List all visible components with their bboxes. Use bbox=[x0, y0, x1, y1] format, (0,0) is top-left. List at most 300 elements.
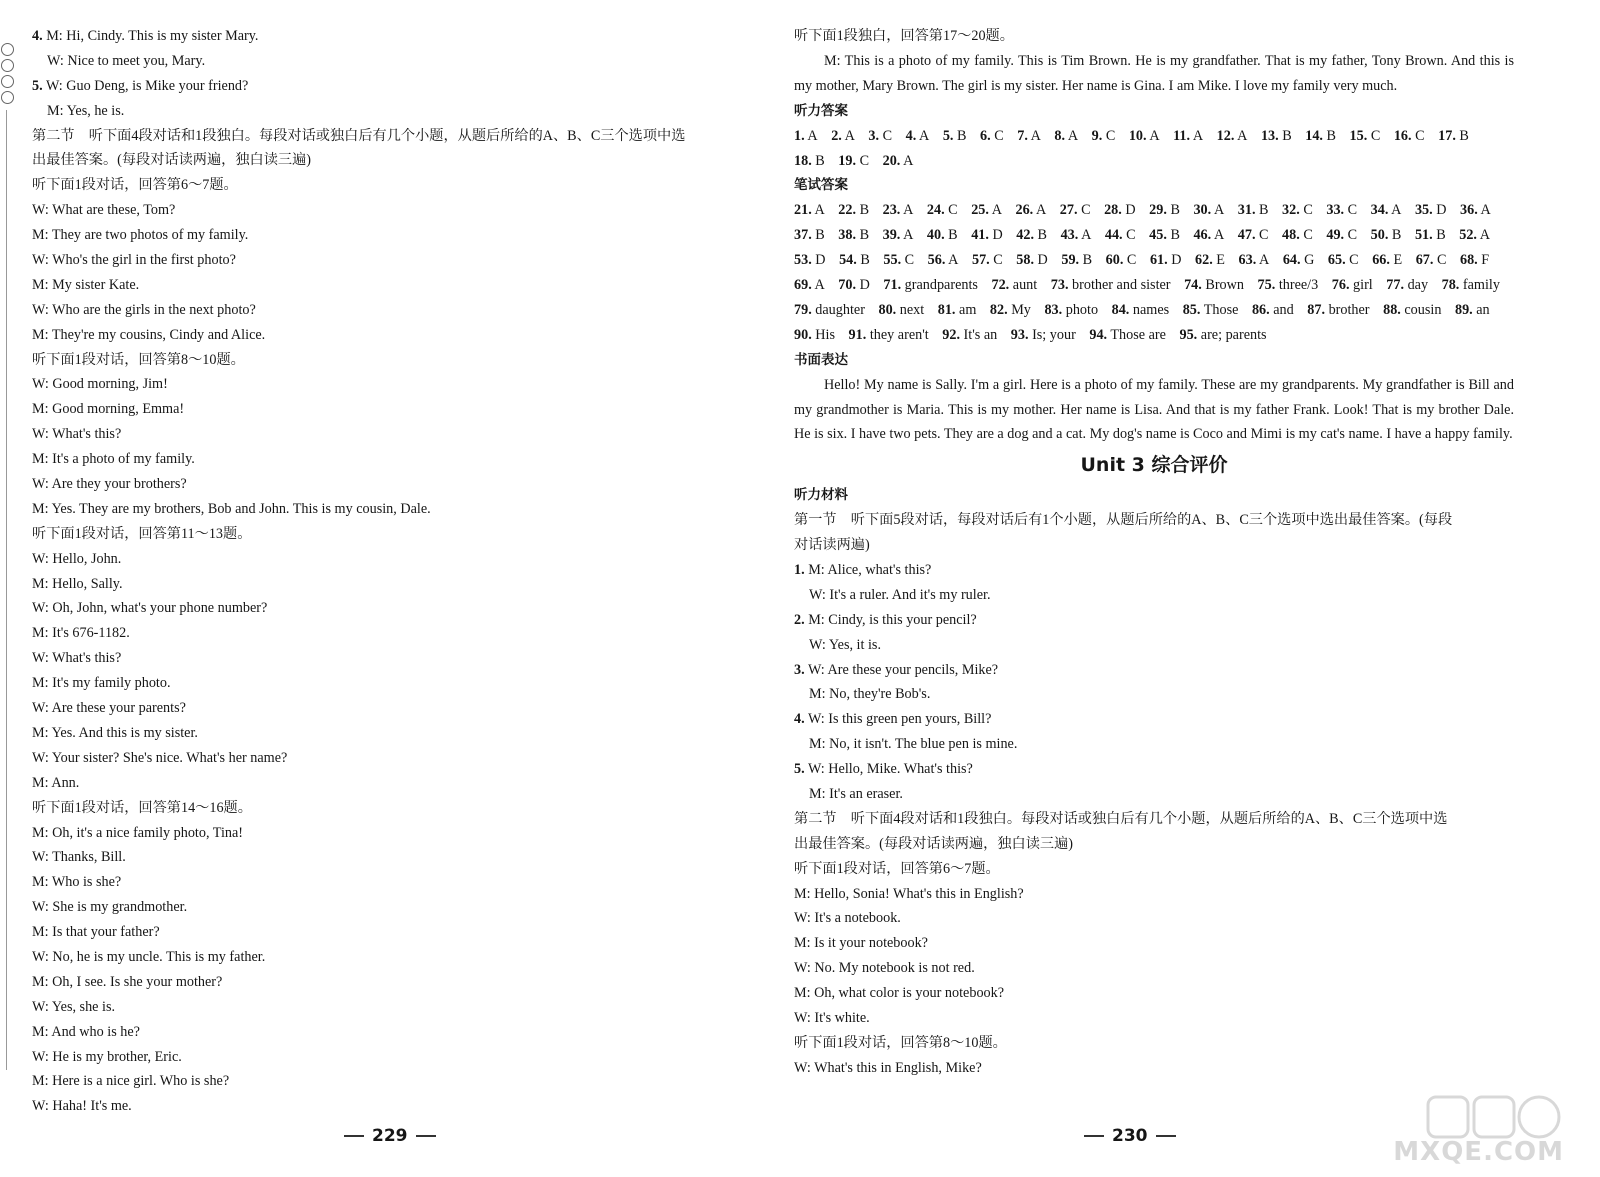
listening-answers-heading: 听力答案 bbox=[794, 102, 848, 119]
answer-number: 46. bbox=[1193, 227, 1212, 244]
written-answers bbox=[794, 198, 1514, 347]
answer-value: F bbox=[1481, 252, 1490, 269]
text-line bbox=[794, 707, 1514, 732]
answer-item bbox=[883, 248, 914, 273]
answer-number: 27. bbox=[1059, 202, 1078, 219]
answer-item bbox=[1371, 223, 1402, 248]
answer-number: 39. bbox=[882, 227, 901, 244]
text-line bbox=[32, 920, 760, 945]
answer-number: 22. bbox=[838, 202, 857, 219]
answer-value: B bbox=[948, 227, 958, 244]
answer-item bbox=[1460, 198, 1491, 223]
answer-number: 86. bbox=[1251, 301, 1270, 318]
answer-value: Those are bbox=[1110, 326, 1166, 343]
text-line bbox=[794, 608, 1514, 633]
line-text: 出最佳答案。(每段对话读两遍，独白读三遍) bbox=[794, 835, 1074, 852]
answer-item bbox=[883, 198, 914, 223]
answer-item bbox=[1332, 273, 1373, 298]
text-line bbox=[32, 173, 760, 198]
answer-value: E bbox=[1393, 252, 1403, 269]
line-text: M: Hello, Sally. bbox=[32, 575, 123, 592]
answer-value: A bbox=[1149, 127, 1160, 144]
line-text: W: Nice to meet you, Mary. bbox=[47, 52, 206, 69]
line-text: 第二节 听下面4段对话和1段独白。每段对话或独白后有几个小题，从题后所给的A、B、C三个选项中选 bbox=[32, 127, 686, 144]
section1-instructions: 第一节 听下面5段对话，每段对话后有1个小题，从题后所给的A、B、C三个选项中选出最佳答案。(每段 bbox=[794, 512, 1453, 529]
answer-item bbox=[971, 223, 1003, 248]
answer-value: C bbox=[904, 252, 915, 269]
text-line bbox=[794, 956, 1514, 981]
text-line bbox=[32, 646, 760, 671]
answer-value: B bbox=[1170, 227, 1180, 244]
answer-value: three/3 bbox=[1278, 277, 1319, 294]
answer-value: they aren't bbox=[869, 326, 929, 343]
text-line bbox=[794, 832, 1514, 857]
line-text: M: No, it isn't. The blue pen is mine. bbox=[809, 736, 1018, 753]
answer-number: 10. bbox=[1128, 127, 1147, 144]
answer-value: A bbox=[814, 202, 825, 219]
text-line bbox=[794, 633, 1514, 658]
answer-item bbox=[831, 124, 855, 149]
answer-item bbox=[1459, 223, 1490, 248]
answer-item bbox=[1258, 273, 1319, 298]
text-line bbox=[32, 796, 760, 821]
answer-value: C bbox=[1436, 252, 1447, 269]
answer-item bbox=[883, 149, 914, 174]
page-number-left: 229 bbox=[336, 1126, 444, 1146]
text-line bbox=[32, 49, 760, 74]
answer-value: girl bbox=[1353, 277, 1373, 294]
answer-number: 35. bbox=[1414, 202, 1433, 219]
answer-number: 63. bbox=[1238, 252, 1257, 269]
answer-item bbox=[878, 298, 924, 323]
answer-item bbox=[943, 124, 967, 149]
answer-value: daughter bbox=[815, 301, 865, 318]
answer-number: 73. bbox=[1050, 277, 1069, 294]
question-number: 1. bbox=[794, 562, 805, 579]
text-line bbox=[32, 124, 760, 149]
line-text: 听下面1段对话，回答第8～10题。 bbox=[32, 351, 245, 368]
answer-item bbox=[849, 323, 929, 348]
text-line bbox=[794, 882, 1514, 907]
answer-value: am bbox=[959, 301, 977, 318]
answer-item bbox=[1416, 248, 1447, 273]
line-text: M: Yes. And this is my sister. bbox=[32, 724, 198, 741]
answer-number: 80. bbox=[878, 301, 897, 318]
answer-number: 64. bbox=[1282, 252, 1301, 269]
answer-item bbox=[868, 124, 892, 149]
binding-ring-icon bbox=[1, 75, 14, 88]
answer-number: 71. bbox=[883, 277, 902, 294]
answer-number: 68. bbox=[1459, 252, 1478, 269]
answer-item bbox=[1054, 124, 1078, 149]
text-line bbox=[32, 945, 760, 970]
answer-number: 59. bbox=[1061, 252, 1080, 269]
question-number: 5. bbox=[32, 77, 43, 94]
line-text: W: Who are the girls in the next photo? bbox=[32, 301, 256, 318]
left-page bbox=[32, 24, 760, 1119]
answer-item bbox=[1017, 124, 1041, 149]
answer-number: 61. bbox=[1149, 252, 1168, 269]
answer-number: 37. bbox=[794, 227, 812, 244]
line-text: M: Oh, I see. Is she your mother? bbox=[32, 973, 223, 990]
answer-number: 1. bbox=[794, 127, 805, 144]
answer-number: 58. bbox=[1016, 252, 1034, 269]
answer-number: 23. bbox=[882, 202, 901, 219]
answer-item bbox=[883, 223, 914, 248]
text-line bbox=[32, 671, 760, 696]
answer-number: 15. bbox=[1349, 127, 1368, 144]
text-line bbox=[32, 721, 760, 746]
answer-value: C bbox=[1415, 127, 1425, 144]
text-line bbox=[32, 24, 760, 49]
answer-item bbox=[1239, 248, 1270, 273]
answer-item bbox=[980, 124, 1004, 149]
text-line bbox=[32, 1069, 760, 1094]
answer-number: 24. bbox=[926, 202, 945, 219]
text-line bbox=[794, 1006, 1514, 1031]
answer-item bbox=[1104, 198, 1136, 223]
answer-item bbox=[1061, 248, 1092, 273]
text-line bbox=[794, 857, 1514, 882]
answer-number: 89. bbox=[1454, 301, 1473, 318]
text-line bbox=[32, 198, 760, 223]
line-text: W: Are these your pencils, Mike? bbox=[807, 661, 999, 678]
line-text: W: Good morning, Jim! bbox=[32, 376, 168, 393]
question-number: 3. bbox=[794, 661, 805, 678]
line-text: M: It's a photo of my family. bbox=[32, 451, 195, 468]
answer-value: A bbox=[1259, 252, 1270, 269]
answer-item bbox=[1051, 273, 1171, 298]
answer-number: 20. bbox=[882, 152, 901, 169]
section1-instructions-cont: 对话读两遍) bbox=[794, 537, 870, 554]
answer-number: 69. bbox=[794, 277, 812, 294]
answer-value: B bbox=[1326, 127, 1336, 144]
answer-number: 54. bbox=[839, 252, 857, 269]
answer-value: C bbox=[1303, 202, 1313, 219]
writing-heading: 书面表达 bbox=[794, 351, 848, 368]
answer-number: 91. bbox=[848, 326, 867, 343]
text-line bbox=[32, 596, 760, 621]
answer-item bbox=[1261, 124, 1292, 149]
line-text: 听下面1段对话，回答第8～10题。 bbox=[794, 1034, 1007, 1051]
answer-item bbox=[1044, 298, 1098, 323]
answer-number: 32. bbox=[1282, 202, 1300, 219]
answer-number: 4. bbox=[905, 127, 917, 144]
answer-number: 13. bbox=[1260, 127, 1279, 144]
line-text: W: It's white. bbox=[794, 1010, 870, 1027]
answer-number: 34. bbox=[1370, 202, 1389, 219]
text-line bbox=[32, 422, 760, 447]
answer-item bbox=[1016, 248, 1048, 273]
line-text: W: What's this? bbox=[32, 426, 122, 443]
text-line bbox=[32, 99, 760, 124]
answer-item bbox=[1438, 124, 1469, 149]
answer-item bbox=[1326, 223, 1357, 248]
answer-item bbox=[1238, 223, 1269, 248]
text-line bbox=[32, 870, 760, 895]
text-line bbox=[794, 732, 1514, 757]
answer-number: 11. bbox=[1173, 127, 1191, 144]
answer-value: It's an bbox=[963, 326, 998, 343]
answer-value: B bbox=[1259, 202, 1269, 219]
answer-value: A bbox=[1213, 202, 1225, 219]
text-line bbox=[32, 970, 760, 995]
line-text: M: Hello, Sonia! What's this in English? bbox=[794, 885, 1024, 902]
answer-number: 33. bbox=[1326, 202, 1345, 219]
answer-value: D bbox=[992, 227, 1003, 244]
listening-answers bbox=[794, 124, 1514, 174]
answer-value: C bbox=[1126, 252, 1137, 269]
answer-item bbox=[972, 248, 1003, 273]
text-line bbox=[32, 273, 760, 298]
answer-item bbox=[928, 248, 959, 273]
answer-item bbox=[1150, 248, 1182, 273]
line-text: W: Guo Deng, is Mike your friend? bbox=[45, 77, 249, 94]
answer-value: D bbox=[1171, 252, 1182, 269]
answer-item bbox=[1105, 223, 1136, 248]
answer-number: 85. bbox=[1182, 301, 1201, 318]
answer-value: Is; your bbox=[1032, 326, 1076, 343]
line-text: W: Who's the girl in the first photo? bbox=[32, 252, 236, 269]
answer-value: grandparents bbox=[904, 277, 978, 294]
line-text: M: Is it your notebook? bbox=[794, 935, 928, 952]
answer-value: A bbox=[1237, 127, 1248, 144]
section-intro: 听下面1段独白，回答第17～20题。 bbox=[794, 28, 1014, 44]
answer-number: 51. bbox=[1414, 227, 1433, 244]
text-line bbox=[794, 682, 1514, 707]
answer-value: C bbox=[1347, 227, 1358, 244]
answer-item bbox=[839, 248, 870, 273]
answer-item bbox=[1015, 198, 1046, 223]
answer-value: C bbox=[1259, 227, 1269, 244]
binding-ring-icon bbox=[1, 43, 14, 56]
answer-item bbox=[1092, 124, 1116, 149]
answer-number: 38. bbox=[838, 227, 857, 244]
text-line bbox=[794, 981, 1514, 1006]
line-text: M: My sister Kate. bbox=[32, 276, 140, 293]
answer-value: Brown bbox=[1205, 277, 1244, 294]
answer-number: 60. bbox=[1105, 252, 1124, 269]
text-line bbox=[794, 658, 1514, 683]
answer-value: are; parents bbox=[1200, 326, 1267, 343]
answer-item bbox=[942, 323, 997, 348]
answer-value: B bbox=[815, 152, 825, 169]
text-line bbox=[794, 1031, 1514, 1056]
line-text: M: Hi, Cindy. This is my sister Mary. bbox=[46, 28, 259, 44]
answer-item bbox=[1305, 124, 1336, 149]
answer-item bbox=[1112, 298, 1170, 323]
answer-item bbox=[1350, 124, 1381, 149]
answer-item bbox=[1252, 298, 1294, 323]
answer-item bbox=[1149, 198, 1180, 223]
text-line bbox=[32, 348, 760, 373]
unit-title: Unit 3 综合评价 bbox=[1080, 454, 1228, 477]
line-text: M: Ann. bbox=[32, 774, 80, 791]
answer-item bbox=[1179, 323, 1266, 348]
answer-number: 5. bbox=[942, 127, 954, 144]
answer-item bbox=[1371, 198, 1402, 223]
answer-number: 36. bbox=[1460, 202, 1478, 219]
answer-item bbox=[938, 298, 977, 323]
answer-number: 66. bbox=[1372, 252, 1390, 269]
answer-item bbox=[971, 198, 1002, 223]
answer-item bbox=[1283, 248, 1315, 273]
answer-value: My bbox=[1011, 301, 1031, 318]
answer-number: 77. bbox=[1386, 277, 1405, 294]
answer-value: A bbox=[844, 127, 855, 144]
text-line bbox=[794, 558, 1514, 583]
answer-number: 18. bbox=[794, 152, 812, 169]
answer-item bbox=[927, 198, 958, 223]
text-line bbox=[794, 807, 1514, 832]
answer-value: B bbox=[1037, 227, 1048, 244]
answer-item bbox=[794, 223, 825, 248]
answer-value: A bbox=[814, 277, 825, 294]
answer-item bbox=[838, 223, 869, 248]
line-text: M: Good morning, Emma! bbox=[32, 401, 185, 418]
answer-number: 78. bbox=[1441, 277, 1460, 294]
text-line bbox=[794, 931, 1514, 956]
answer-value: B bbox=[1082, 252, 1093, 269]
line-text: M: Who is she? bbox=[32, 874, 122, 891]
answer-value: names bbox=[1132, 301, 1170, 318]
answer-number: 83. bbox=[1044, 301, 1063, 318]
text-line bbox=[32, 397, 760, 422]
answer-number: 72. bbox=[991, 277, 1010, 294]
answer-item bbox=[1173, 124, 1203, 149]
answer-item bbox=[794, 323, 835, 348]
question-number: 2. bbox=[794, 611, 805, 628]
answer-number: 43. bbox=[1060, 227, 1079, 244]
answer-value: D bbox=[1125, 202, 1136, 219]
answer-value: A bbox=[1067, 127, 1079, 144]
answer-item bbox=[1282, 198, 1313, 223]
line-text: M: It's my family photo. bbox=[32, 675, 171, 692]
answer-number: 3. bbox=[868, 127, 880, 144]
line-text: W: Yes, she is. bbox=[32, 998, 116, 1015]
question-number: 4. bbox=[794, 711, 805, 728]
line-text: M: They're my cousins, Cindy and Alice. bbox=[32, 326, 266, 343]
right-page bbox=[794, 24, 1514, 1081]
line-text: M: Yes. They are my brothers, Bob and John. This is my cousin, Dale. bbox=[32, 500, 431, 517]
line-text: 听下面1段对话，回答第6～7题。 bbox=[794, 860, 1000, 877]
answer-number: 67. bbox=[1415, 252, 1434, 269]
line-text: M: Here is a nice girl. Who is she? bbox=[32, 1073, 230, 1090]
answer-number: 82. bbox=[989, 301, 1008, 318]
line-text: W: Is this green pen yours, Bill? bbox=[807, 711, 992, 728]
line-text: M: Cindy, is this your pencil? bbox=[808, 611, 977, 628]
line-text: M: They are two photos of my family. bbox=[32, 227, 249, 244]
written-answers-heading: 笔试答案 bbox=[794, 177, 848, 194]
answer-item bbox=[1193, 223, 1224, 248]
answer-value: A bbox=[1030, 127, 1041, 144]
answer-value: C bbox=[1349, 252, 1359, 269]
answer-item bbox=[838, 273, 870, 298]
answer-item bbox=[1016, 223, 1047, 248]
answer-item bbox=[1089, 323, 1166, 348]
answer-value: C bbox=[1105, 127, 1116, 144]
text-line bbox=[32, 522, 760, 547]
answer-item bbox=[1129, 124, 1160, 149]
answer-value: A bbox=[903, 202, 914, 219]
answer-value: G bbox=[1304, 252, 1315, 269]
text-line bbox=[32, 1094, 760, 1119]
answer-item bbox=[794, 124, 818, 149]
text-line bbox=[32, 1020, 760, 1045]
answer-value: Those bbox=[1203, 301, 1239, 318]
answer-item bbox=[794, 273, 825, 298]
line-text: 听下面1段对话，回答第6～7题。 bbox=[32, 177, 238, 194]
answer-number: 31. bbox=[1237, 202, 1256, 219]
line-text: W: Are these your parents? bbox=[32, 700, 186, 717]
answer-number: 62. bbox=[1195, 252, 1213, 269]
answer-number: 57. bbox=[971, 252, 990, 269]
answer-number: 95. bbox=[1179, 326, 1198, 343]
answer-item bbox=[1386, 273, 1428, 298]
line-text: W: No, he is my uncle. This is my father. bbox=[32, 948, 266, 965]
monologue-text: M: This is a photo of my family. This is Tim Brown. He is my grandfather. That is my father, Tony Brown. And this is my mother, Mary Brown. The girl is my sister. Her name is Gina. I am Mike. I love my family very much. bbox=[794, 52, 1514, 94]
answer-value: B bbox=[859, 227, 870, 244]
answer-number: 84. bbox=[1111, 301, 1130, 318]
text-line bbox=[32, 497, 760, 522]
answer-value: A bbox=[919, 127, 930, 144]
line-text: M: No, they're Bob's. bbox=[809, 686, 931, 703]
line-text: W: Oh, John, what's your phone number? bbox=[32, 600, 268, 617]
answer-number: 40. bbox=[926, 227, 945, 244]
answer-item bbox=[1328, 248, 1359, 273]
answer-item bbox=[990, 298, 1031, 323]
page-number-right: 230 bbox=[1076, 1126, 1184, 1146]
answer-value: A bbox=[948, 252, 959, 269]
line-text: W: Thanks, Bill. bbox=[32, 849, 126, 866]
answer-value: A bbox=[1479, 227, 1490, 244]
answer-value: an bbox=[1476, 301, 1490, 318]
text-line bbox=[32, 895, 760, 920]
answer-number: 17. bbox=[1438, 127, 1456, 144]
answer-value: brother and sister bbox=[1072, 277, 1171, 294]
answer-item bbox=[1282, 223, 1313, 248]
answer-item bbox=[1415, 223, 1446, 248]
text-line bbox=[32, 821, 760, 846]
answer-value: C bbox=[1303, 227, 1313, 244]
answer-item bbox=[794, 149, 825, 174]
text-line bbox=[32, 696, 760, 721]
answer-number: 45. bbox=[1149, 227, 1167, 244]
text-line bbox=[32, 472, 760, 497]
answer-value: photo bbox=[1065, 301, 1099, 318]
answer-number: 76. bbox=[1331, 277, 1350, 294]
answer-item bbox=[1061, 223, 1092, 248]
text-line bbox=[794, 906, 1514, 931]
text-line bbox=[32, 223, 760, 248]
answer-value: A bbox=[1192, 127, 1204, 144]
text-line bbox=[32, 1045, 760, 1070]
line-text: W: What's this in English, Mike? bbox=[794, 1059, 982, 1076]
answer-value: B bbox=[1282, 127, 1292, 144]
answer-item bbox=[838, 149, 869, 174]
writing-essay: Hello! My name is Sally. I'm a girl. Here is a photo of my family. These are my grandparents. My grandfather is Bill and my grandmother is Maria. This is my mother. Her name is Lisa. And that is my father Frank. Look! That is my brother Dale. He is six. I have two pets. They are a dog and a cat. My dog's name is Coco and Mimi is my cat's name. I have a happy family. bbox=[794, 376, 1514, 443]
text-line bbox=[32, 248, 760, 273]
text-line bbox=[32, 845, 760, 870]
answer-number: 90. bbox=[794, 326, 812, 343]
listening-material-heading: 听力材料 bbox=[794, 487, 848, 504]
answer-value: C bbox=[993, 252, 1003, 269]
answer-item bbox=[1011, 323, 1076, 348]
text-line bbox=[32, 447, 760, 472]
line-text: W: She is my grandmother. bbox=[32, 899, 188, 916]
answer-value: E bbox=[1216, 252, 1225, 269]
answer-item bbox=[1455, 298, 1490, 323]
